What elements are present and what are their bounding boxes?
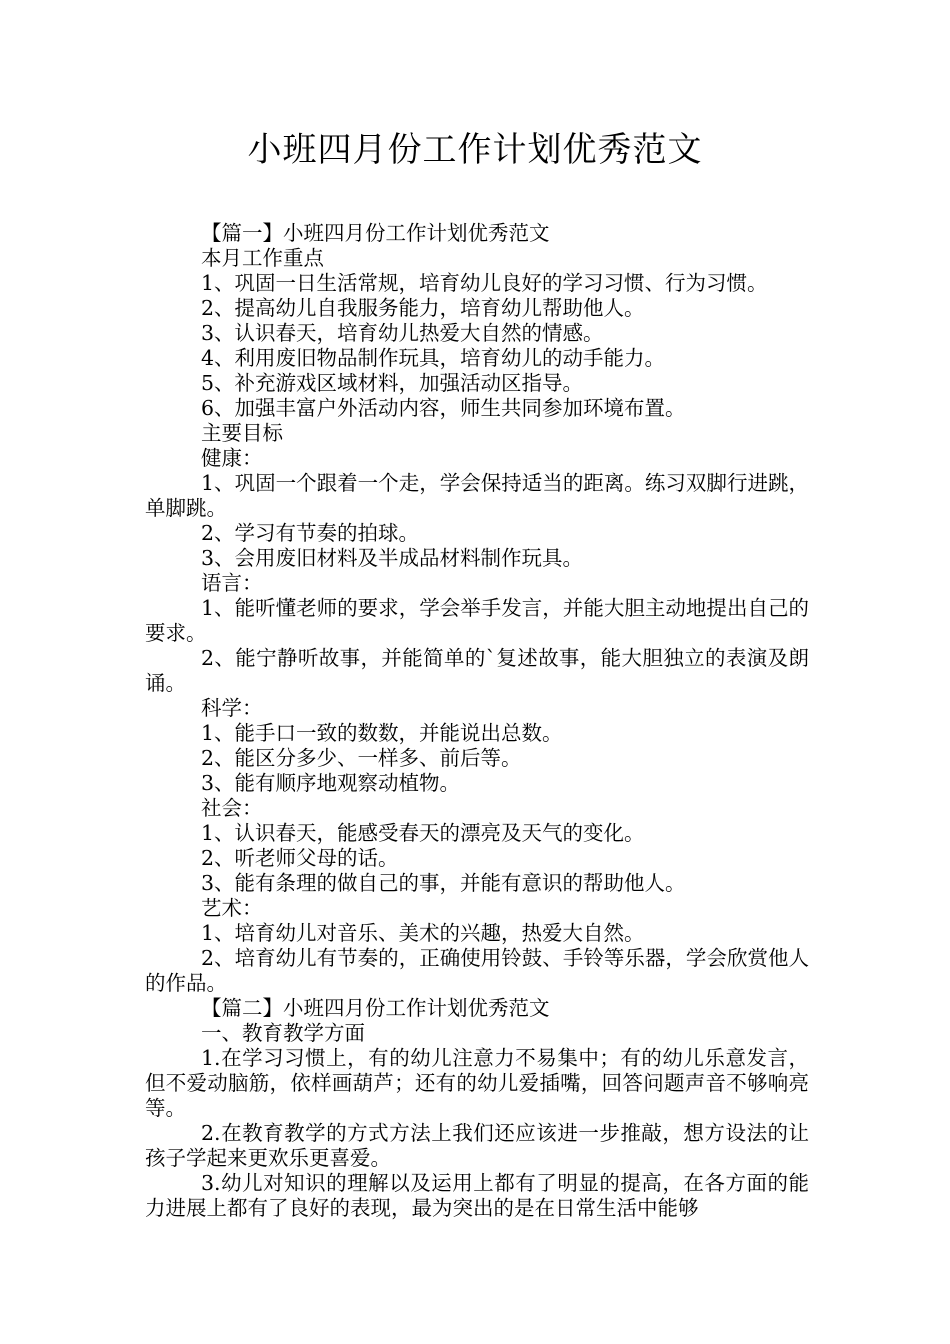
list-item: 1、巩固一个跟着一个走，学会保持适当的距离。练习双脚行进跳，单脚跳。 xyxy=(145,471,809,520)
list-item: 2、能宁静听故事，并能简单的`复述故事，能大胆独立的表演及朗诵。 xyxy=(145,646,809,695)
list-item: 1、能听懂老师的要求，学会举手发言，并能大胆主动地提出自己的要求。 xyxy=(145,596,809,645)
section-heading: 【篇一】小班四月份工作计划优秀范文 xyxy=(201,221,550,245)
list-item: 1、培育幼儿对音乐、美术的兴趣，热爱大自然。 xyxy=(201,921,645,945)
list-item: 2、培育幼儿有节奏的，正确使用铃鼓、手铃等乐器，学会欣赏他人的作品。 xyxy=(145,946,809,995)
paragraph: 2.在教育教学的方式方法上我们还应该进一步推敲，想方设法的让孩子学起来更欢乐更喜爱。 xyxy=(145,1121,809,1170)
paragraph: 1.在学习习惯上，有的幼儿注意力不易集中；有的幼儿乐意发言，但不爱动脑筋，依样画葫芦；还有的幼儿爱插嘴，回答问题声音不够响亮等。 xyxy=(145,1046,809,1120)
list-item: 2、提高幼儿自我服务能力，培育幼儿帮助他人。 xyxy=(201,296,645,320)
list-item: 1、能手口一致的数数，并能说出总数。 xyxy=(201,721,563,745)
category-label: 健康： xyxy=(201,446,263,470)
list-item: 2、能区分多少、一样多、前后等。 xyxy=(201,746,522,770)
category-label: 社会： xyxy=(201,796,263,820)
category-label: 艺术： xyxy=(201,896,263,920)
list-item: 6、加强丰富户外活动内容，师生共同参加环境布置。 xyxy=(201,396,686,420)
list-item: 3、能有顺序地观察动植物。 xyxy=(201,771,461,795)
list-item: 2、学习有节奏的拍球。 xyxy=(201,521,420,545)
section-heading: 【篇二】小班四月份工作计划优秀范文 xyxy=(201,996,550,1020)
subheading: 一、教育教学方面 xyxy=(201,1021,365,1045)
list-item: 1、认识春天，能感受春天的漂亮及天气的变化。 xyxy=(201,821,645,845)
category-label: 语言： xyxy=(201,571,263,595)
list-item: 1、巩固一日生活常规，培育幼儿良好的学习习惯、行为习惯。 xyxy=(201,271,768,295)
subheading: 主要目标 xyxy=(201,421,283,445)
document-body xyxy=(145,221,809,1221)
subheading: 本月工作重点 xyxy=(201,246,324,270)
list-item: 5、补充游戏区域材料，加强活动区指导。 xyxy=(201,371,584,395)
document-title: 小班四月份工作计划优秀范文 xyxy=(247,130,703,170)
list-item: 3、能有条理的做自己的事，并能有意识的帮助他人。 xyxy=(201,871,686,895)
paragraph: 3.幼儿对知识的理解以及运用上都有了明显的提高，在各方面的能力进展上都有了良好的表现，最为突出的是在日常生活中能够 xyxy=(145,1171,809,1220)
list-item: 4、利用废旧物品制作玩具，培育幼儿的动手能力。 xyxy=(201,346,666,370)
list-item: 3、会用废旧材料及半成品材料制作玩具。 xyxy=(201,546,584,570)
category-label: 科学： xyxy=(201,696,263,720)
list-item: 3、认识春天，培育幼儿热爱大自然的情感。 xyxy=(201,321,604,345)
list-item: 2、听老师父母的话。 xyxy=(201,846,399,870)
